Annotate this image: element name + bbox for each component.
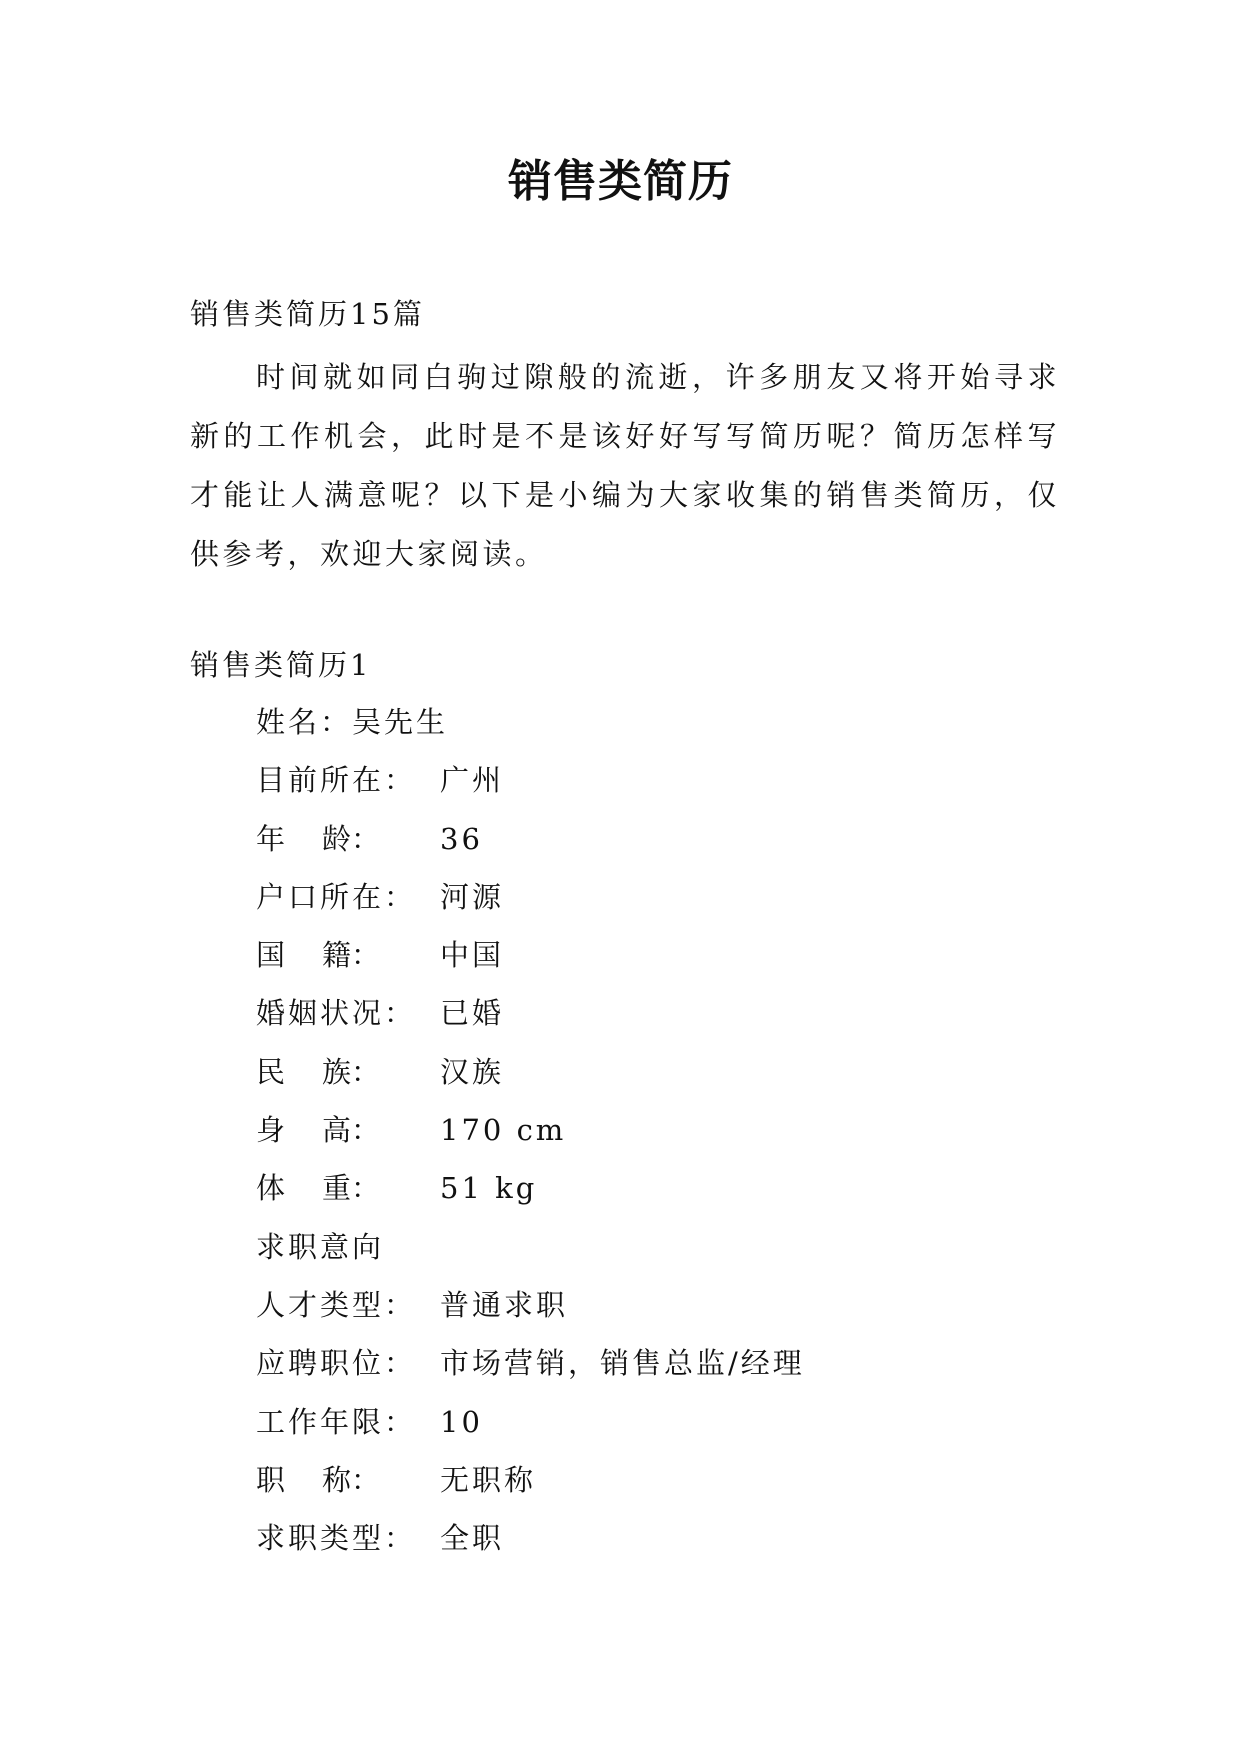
job-intent-heading-text: 求职意向 [256, 1229, 385, 1264]
field-value: 河源 [440, 879, 505, 914]
field-label-left: 职 [256, 1462, 286, 1497]
name-line-text: 姓名：吴先生 [256, 705, 449, 739]
field-value: 36 [440, 821, 483, 856]
field-label: 目前所在： [256, 763, 417, 798]
field-label [256, 1166, 380, 1224]
field-label: 工作年限： [256, 1404, 417, 1439]
field-label-right: 称： [321, 1462, 380, 1497]
field-current-location [256, 758, 805, 816]
intro-paragraph: 时间就如同白驹过隙般的流逝，许多朋友又将开始寻求新的工作机会，此时是不是该好好写写简历呢？简历怎样写才能让人满意呢？以下是小编为大家收集的销售类简历，仅供参考，欢迎大家阅读。 [190, 360, 1060, 571]
field-age [256, 817, 805, 875]
field-label-left: 体 [256, 1171, 286, 1206]
field-label [256, 1108, 380, 1166]
field-value: 无职称 [440, 1462, 537, 1497]
field-weight [256, 1166, 805, 1224]
section-heading: 销售类简历1 [190, 648, 372, 682]
field-marital-status [256, 991, 805, 1049]
field-value: 广州 [440, 763, 505, 798]
field-position [256, 1341, 805, 1399]
field-value: 市场营销，销售总监/经理 [440, 1346, 805, 1381]
field-label-left: 民 [256, 1054, 286, 1089]
field-label: 应聘职位： [256, 1346, 417, 1381]
field-value: 中国 [440, 938, 505, 973]
field-nationality [256, 933, 805, 991]
field-value: 51 kg [440, 1171, 538, 1206]
field-value: 全职 [440, 1521, 505, 1556]
field-label-left: 身 [256, 1113, 286, 1148]
job-intent-heading [256, 1225, 805, 1283]
field-label: 人才类型： [256, 1287, 417, 1322]
field-label [256, 817, 380, 875]
field-label: 婚姻状况： [256, 996, 417, 1031]
field-label: 户口所在： [256, 879, 417, 914]
field-professional-title [256, 1458, 805, 1516]
field-value: 10 [440, 1404, 483, 1439]
field-height [256, 1108, 805, 1166]
field-label-left: 年 [256, 821, 286, 856]
field-work-years [256, 1400, 805, 1458]
document-title: 销售类简历 [508, 156, 733, 207]
field-ethnicity [256, 1050, 805, 1108]
field-value: 已婚 [440, 996, 505, 1031]
field-label: 求职类型： [256, 1521, 417, 1556]
field-job-type [256, 1516, 805, 1574]
field-value: 170 cm [440, 1113, 567, 1148]
name-line [256, 700, 805, 758]
field-label-right: 籍： [321, 938, 380, 973]
field-label [256, 1050, 380, 1108]
field-label-right: 重： [321, 1171, 380, 1206]
field-value: 普通求职 [440, 1287, 569, 1322]
resume-field-list [256, 700, 805, 1574]
field-label-right: 高： [321, 1113, 380, 1148]
field-label [256, 1458, 380, 1516]
field-value: 汉族 [440, 1054, 505, 1089]
field-label-right: 龄： [321, 821, 380, 856]
field-talent-type [256, 1283, 805, 1341]
field-hukou [256, 875, 805, 933]
field-label [256, 933, 380, 991]
field-label-left: 国 [256, 938, 286, 973]
document-subtitle: 销售类简历15篇 [190, 297, 425, 331]
field-label-right: 族： [321, 1054, 380, 1089]
